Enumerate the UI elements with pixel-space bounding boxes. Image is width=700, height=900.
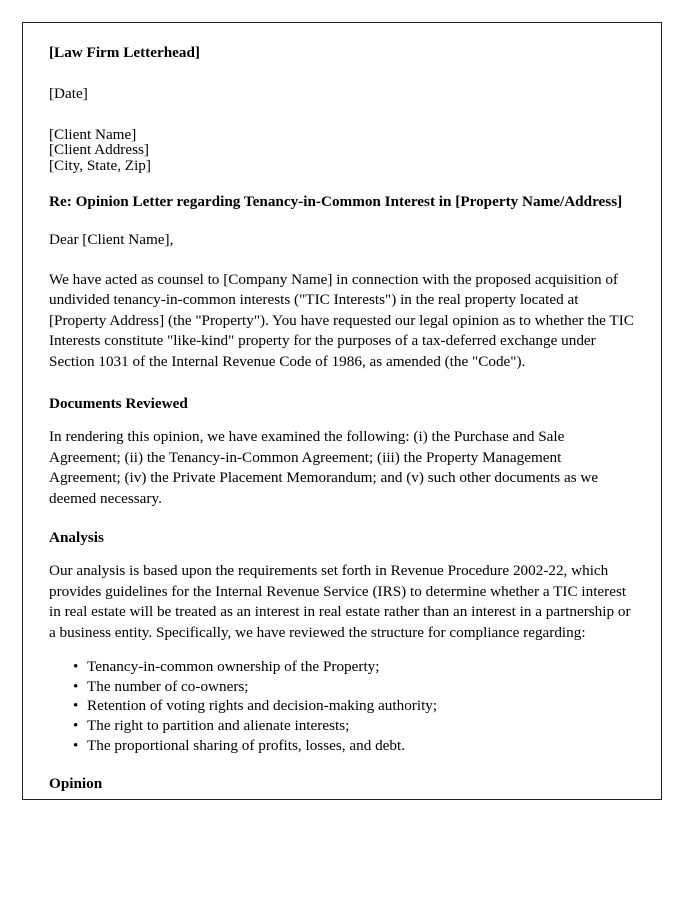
document-page [22,22,662,800]
list-item-label: Retention of voting rights and decision-making authority; [87,697,438,715]
list-item [49,657,635,677]
spacer [49,509,635,528]
subject-line: Re: Opinion Letter regarding Tenancy-in-Common Interest in [Property Name/Address] [49,193,623,211]
intro-paragraph: We have acted as counsel to [Company Name] in connection with the proposed acquisition of undivided tenancy-in-common interests ("TIC Interests") in the real property located at [Property Address] (the "Property"). You have requested our legal opinion as to whether the TIC Interests constitute "like-kind" property for the purposes of a tax-deferred exchange under Section 1031 of the Internal Revenue Code of 1986, as amended (the "Code"). [49,270,634,370]
list-item [49,716,635,736]
recipient-city-state-zip: [City, State, Zip] [49,156,151,174]
bullet-point-icon: • [73,697,79,715]
spacer [49,211,635,230]
analysis-requirements-list [49,657,635,755]
section-heading-opinion: Opinion [49,775,103,793]
spacer [49,755,635,774]
list-item [49,696,635,716]
spacer [49,547,635,561]
analysis-paragraph: Our analysis is based upon the requirements set forth in Revenue Procedure 2002-22, which provides guidelines for the Internal Revenue Service (IRS) to determine whether a TIC interest in real estate will be treated as an interest in real estate rather than an interest in a partnership or a business entity. Specifically, we have reviewed the structure for compliance regarding: [49,562,631,641]
section-heading-analysis: Analysis [49,529,104,547]
letterhead-placeholder: [Law Firm Letterhead] [49,44,200,61]
list-item-label: The right to partition and alienate interests; [87,717,350,735]
spacer [49,173,635,192]
date-line: [Date] [49,85,88,102]
letter-content [49,43,635,793]
section-heading-documents-reviewed: Documents Reviewed [49,395,188,413]
recipient-address-block [49,127,635,174]
recipient-name: [Client Name] [49,125,137,143]
salutation: Dear [Client Name], [49,231,174,249]
list-item-label: The number of co-owners; [87,677,249,695]
bullet-point-icon: • [73,736,79,754]
bullet-point-icon: • [73,677,79,695]
spacer [49,372,635,394]
spacer [49,643,635,657]
bullet-point-icon: • [73,658,79,676]
recipient-street-address: [Client Address] [49,141,149,159]
list-item-label: Tenancy-in-common ownership of the Property; [87,658,380,676]
documents-reviewed-paragraph: In rendering this opinion, we have examined the following: (i) the Purchase and Sale Agreement; (ii) the Tenancy-in-Common Agreement; (iii) the Property Management Agreement; (iv) the Private Placement Memorandum; and (v) such other documents as we deemed necessary. [49,428,599,507]
bullet-point-icon: • [73,717,79,735]
spacer [49,251,635,270]
list-item-label: The proportional sharing of profits, losses, and debt. [87,736,406,754]
spacer [49,105,635,127]
spacer [49,62,635,84]
list-item [49,736,635,756]
spacer [49,413,635,427]
list-item [49,677,635,697]
